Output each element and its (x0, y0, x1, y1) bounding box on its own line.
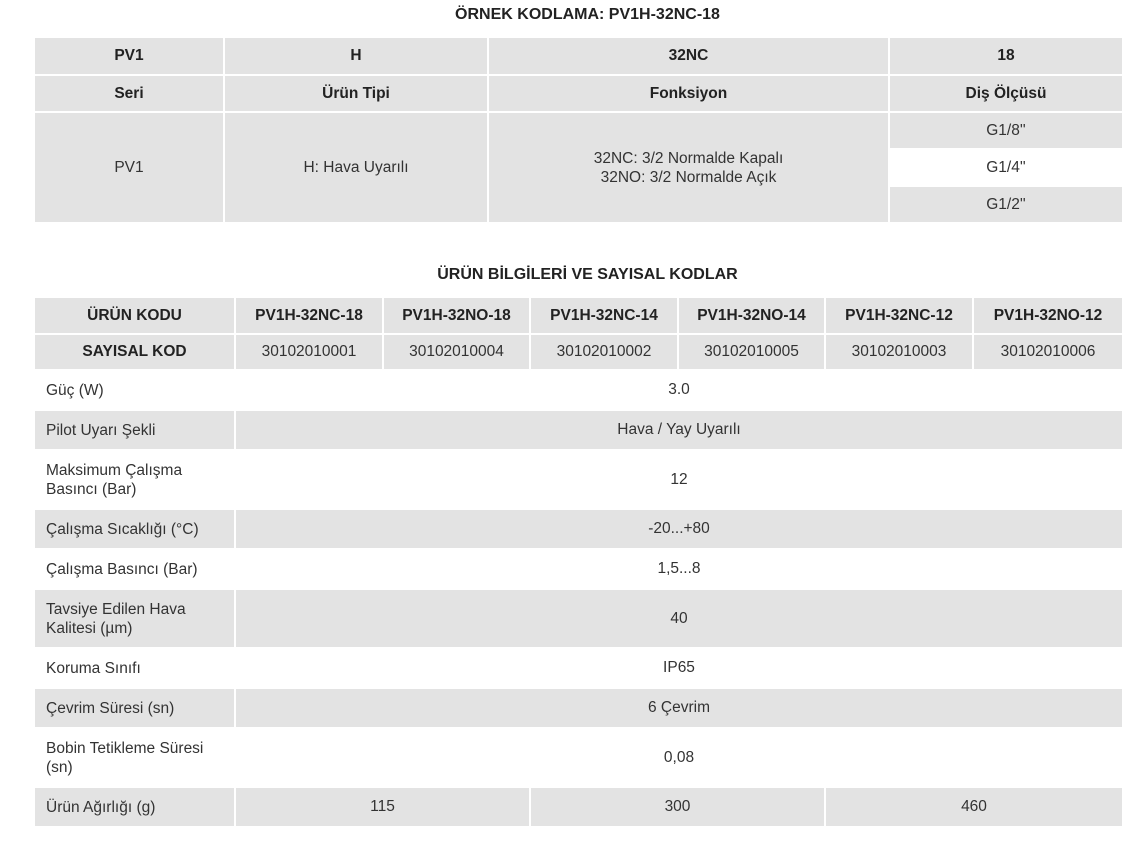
function-value (488, 112, 889, 222)
header-thread-size: Diş Ölçüsü (889, 75, 1122, 112)
info-title: ÜRÜN BİLGİLERİ VE SAYISAL KODLAR (437, 266, 738, 283)
product-code-label: ÜRÜN KODU (35, 298, 235, 334)
product-code: PV1H-32NC-18 (235, 298, 383, 334)
property-label: Tavsiye Edilen Hava Kalitesi (µm) (35, 589, 235, 648)
numeric-code: 30102010001 (235, 334, 383, 370)
property-row (35, 688, 1122, 728)
numeric-code: 30102010004 (383, 334, 530, 370)
series-value: PV1 (35, 112, 224, 222)
weight-value-12: 460 (825, 787, 1122, 827)
property-row (35, 648, 1122, 688)
thread-size-1-8: G1/8'' (889, 112, 1122, 149)
property-value: Hava / Yay Uyarılı (235, 410, 1122, 450)
property-value: 1,5...8 (235, 549, 1122, 589)
example-code-type: H (224, 38, 488, 75)
example-code-row (35, 38, 1122, 75)
example-code-thread: 18 (889, 38, 1122, 75)
coding-option-row (35, 112, 1122, 149)
property-row (35, 509, 1122, 549)
function-line-no: 32NO: 3/2 Normalde Açık (600, 168, 777, 186)
property-row (35, 410, 1122, 450)
property-label: Bobin Tetikleme Süresi (sn) (35, 728, 235, 787)
property-value: 0,08 (235, 728, 1122, 787)
numeric-code-label: SAYISAL KOD (35, 334, 235, 370)
product-code-row (35, 298, 1122, 334)
numeric-code-row (35, 334, 1122, 370)
property-row (35, 728, 1122, 787)
thread-size-1-4: G1/4'' (889, 149, 1122, 186)
product-code: PV1H-32NO-14 (678, 298, 825, 334)
weight-value-18: 115 (235, 787, 530, 827)
property-row (35, 450, 1122, 509)
product-info-table (35, 298, 1122, 828)
product-code: PV1H-32NO-12 (973, 298, 1122, 334)
property-row (35, 370, 1122, 410)
product-code: PV1H-32NC-14 (530, 298, 678, 334)
numeric-code: 30102010003 (825, 334, 973, 370)
header-function: Fonksiyon (488, 75, 889, 112)
coding-table (35, 38, 1122, 222)
property-label: Maksimum Çalışma Basıncı (Bar) (35, 450, 235, 509)
example-code-function: 32NC (488, 38, 889, 75)
property-label: Çalışma Basıncı (Bar) (35, 549, 235, 589)
numeric-code: 30102010006 (973, 334, 1122, 370)
property-label: Çevrim Süresi (sn) (35, 688, 235, 728)
function-line-nc: 32NC: 3/2 Normalde Kapalı (593, 149, 784, 167)
header-series: Seri (35, 75, 224, 112)
thread-size-1-2: G1/2'' (889, 186, 1122, 222)
example-code-series: PV1 (35, 38, 224, 75)
weight-value-14: 300 (530, 787, 825, 827)
type-value: H: Hava Uyarılı (224, 112, 488, 222)
coding-title: ÖRNEK KODLAMA: PV1H-32NC-18 (455, 6, 720, 23)
property-row (35, 589, 1122, 648)
property-value: 6 Çevrim (235, 688, 1122, 728)
coding-header-row (35, 75, 1122, 112)
property-value: IP65 (235, 648, 1122, 688)
weight-label: Ürün Ağırlığı (g) (35, 787, 235, 827)
product-code: PV1H-32NC-12 (825, 298, 973, 334)
property-row (35, 549, 1122, 589)
product-code: PV1H-32NO-18 (383, 298, 530, 334)
header-product-type: Ürün Tipi (224, 75, 488, 112)
numeric-code: 30102010002 (530, 334, 678, 370)
property-value: 40 (235, 589, 1122, 648)
property-label: Koruma Sınıfı (35, 648, 235, 688)
property-value: 3.0 (235, 370, 1122, 410)
property-label: Çalışma Sıcaklığı (°C) (35, 509, 235, 549)
numeric-code: 30102010005 (678, 334, 825, 370)
property-label: Güç (W) (35, 370, 235, 410)
property-value: 12 (235, 450, 1122, 509)
property-value: -20...+80 (235, 509, 1122, 549)
property-label: Pilot Uyarı Şekli (35, 410, 235, 450)
weight-row (35, 787, 1122, 827)
